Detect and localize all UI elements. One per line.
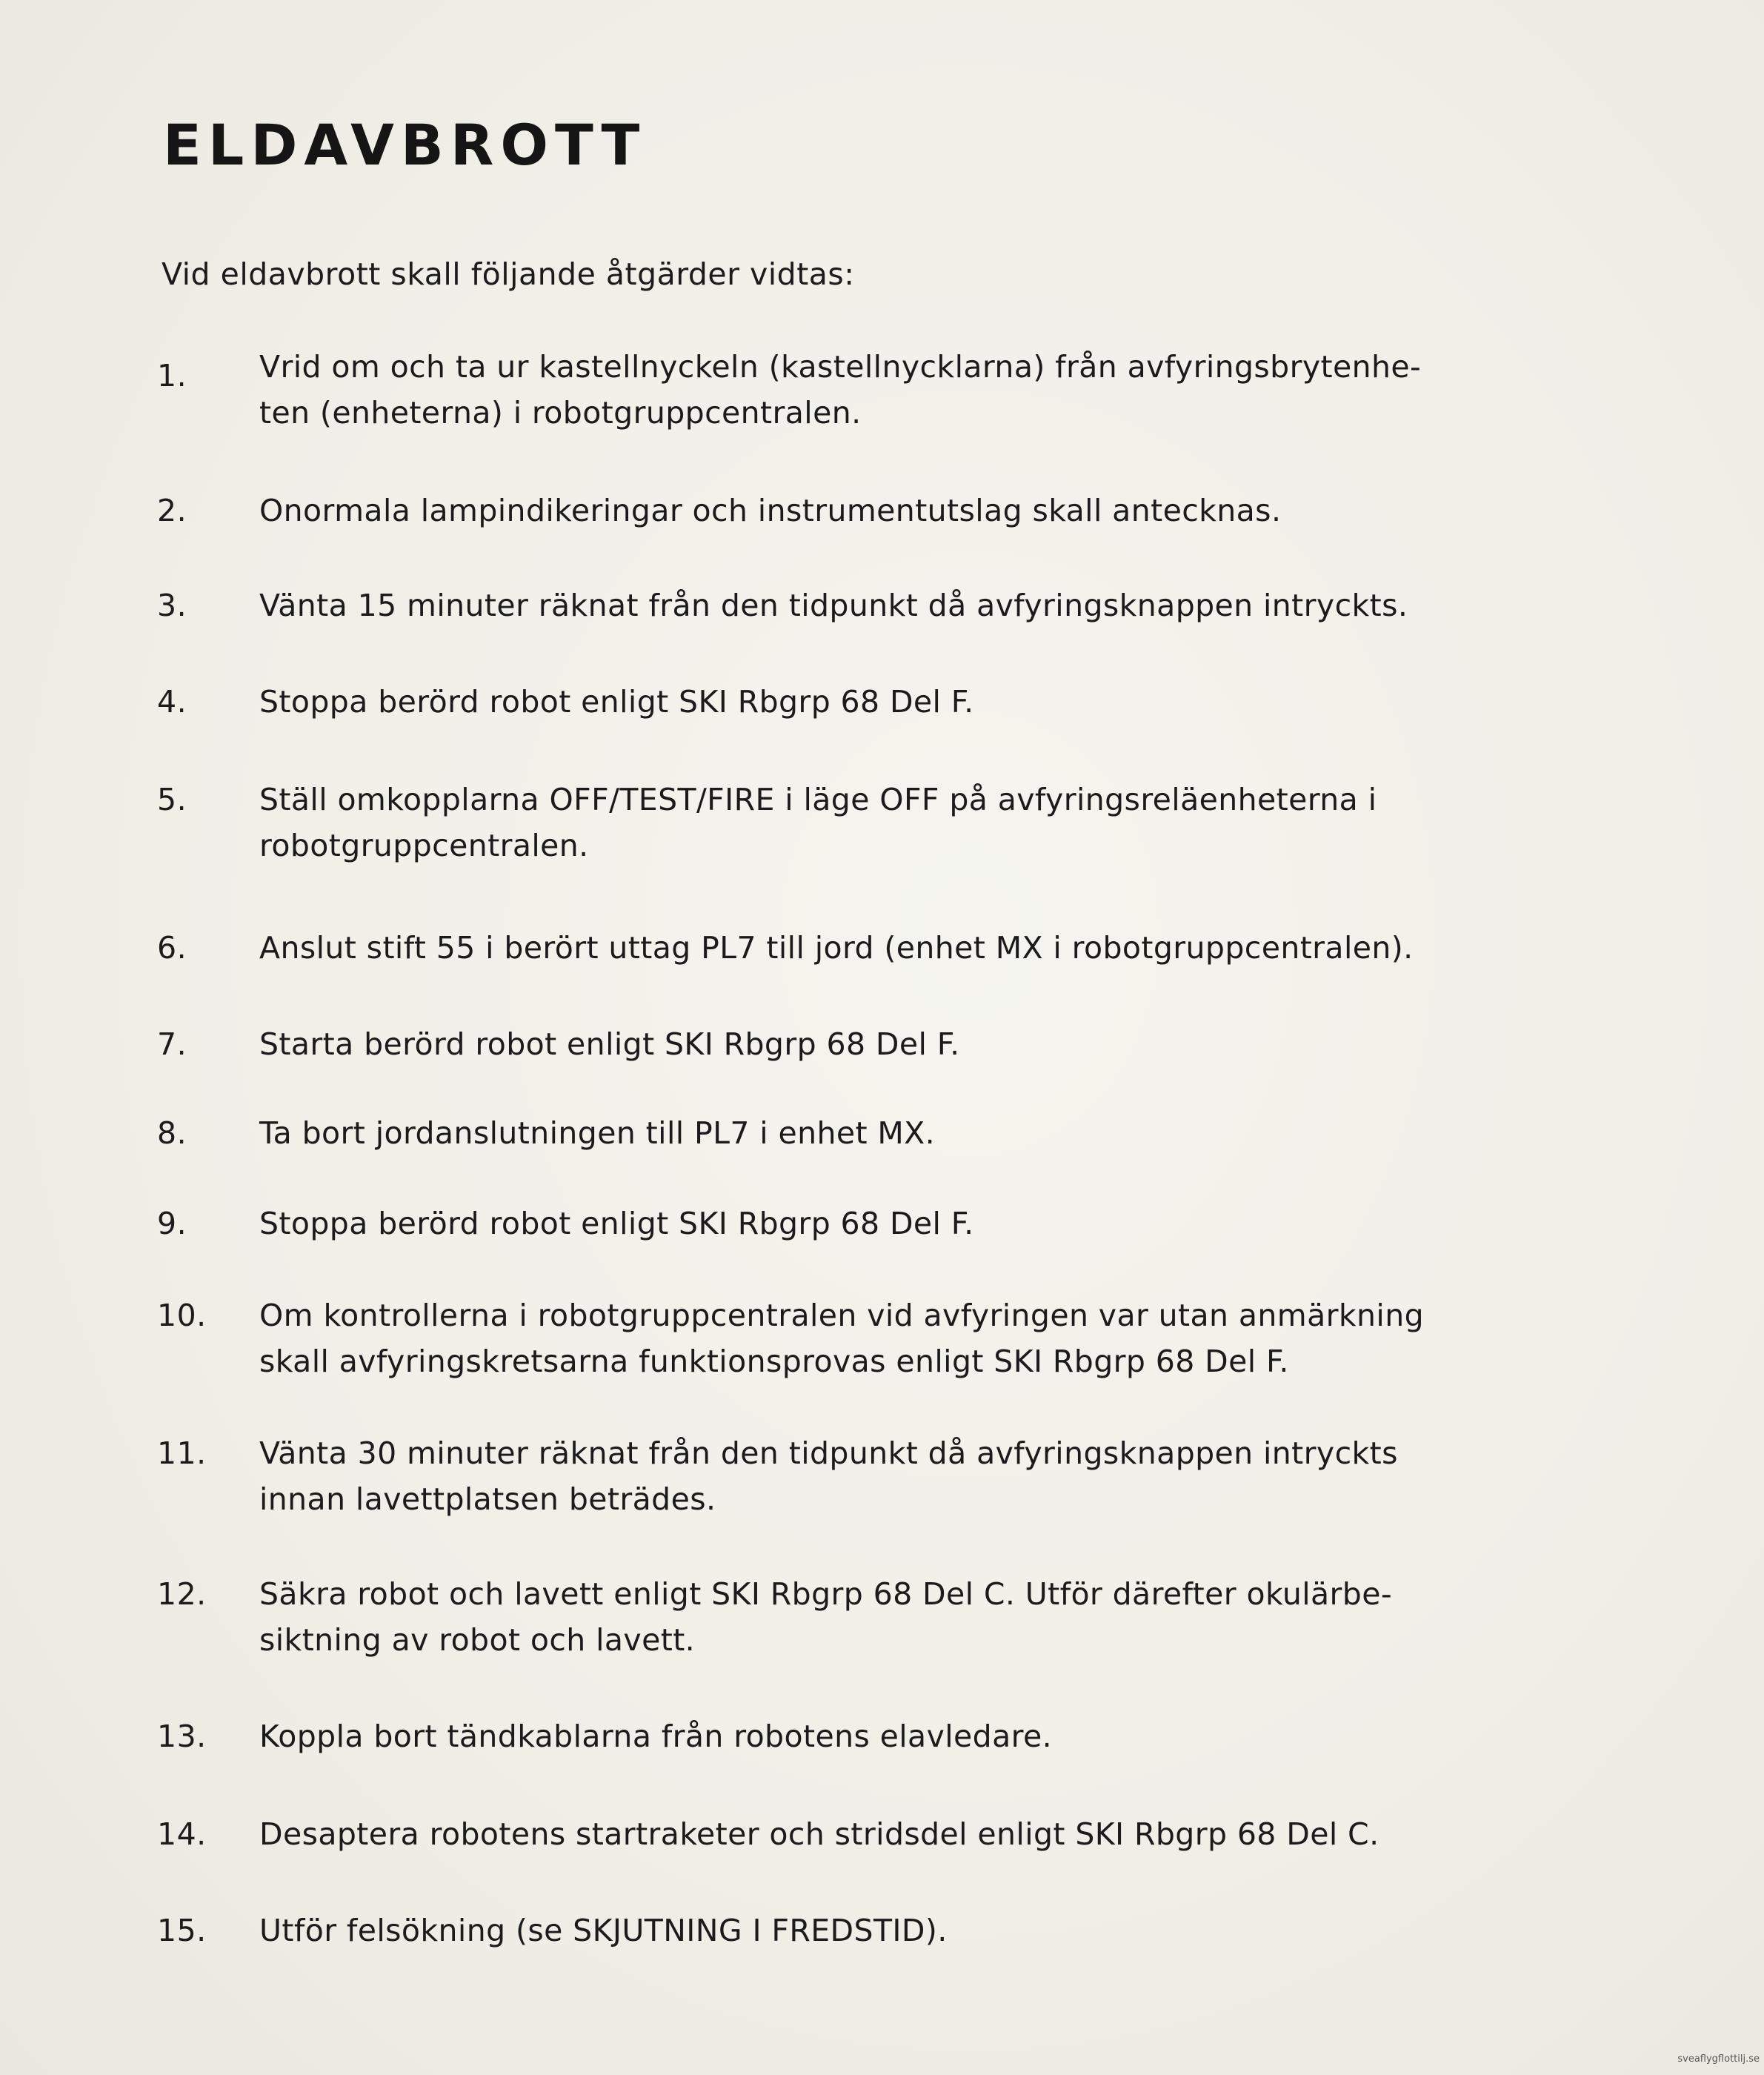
- item-line: siktning av robot och lavett.: [259, 1622, 696, 1658]
- item-line: Stoppa berörd robot enligt SKI Rbgrp 68 Del F.: [259, 1206, 974, 1241]
- item-number: 11.: [157, 1435, 207, 1471]
- item-line: ten (enheterna) i robotgruppcentralen.: [259, 395, 862, 431]
- item-text: [259, 925, 1630, 971]
- item-text: [259, 1110, 1630, 1156]
- item-line: skall avfyringskretsarna funktionsprovas enligt SKI Rbgrp 68 Del F.: [259, 1344, 1289, 1379]
- item-number: 5.: [157, 782, 187, 817]
- item-number: 8.: [157, 1115, 187, 1151]
- item-line: Vänta 15 minuter räknat från den tidpunkt då avfyringsknappen intryckts.: [259, 588, 1408, 623]
- item-line: Ta bort jordanslutningen till PL7 i enhet MX.: [259, 1115, 936, 1151]
- item-text: [259, 1201, 1630, 1246]
- item-number: 14.: [157, 1816, 207, 1852]
- item-text: [259, 777, 1630, 869]
- item-number: 3.: [157, 588, 187, 623]
- item-number: 4.: [157, 684, 187, 720]
- item-text: [259, 1571, 1630, 1663]
- item-line: Ställ omkopplarna OFF/TEST/FIRE i läge OFF på avfyringsreläenheterna i: [259, 782, 1377, 817]
- item-number: 10.: [157, 1298, 207, 1333]
- item-number: 1.: [157, 358, 187, 394]
- item-number: 7.: [157, 1026, 187, 1062]
- item-text: [259, 1811, 1630, 1857]
- item-text: [259, 1430, 1630, 1522]
- item-line: Starta berörd robot enligt SKI Rbgrp 68 Del F.: [259, 1026, 960, 1062]
- item-line: Koppla bort tändkablarna från robotens elavledare.: [259, 1719, 1053, 1754]
- item-text: [259, 1292, 1630, 1384]
- item-line: Onormala lampindikeringar och instrumentutslag skall antecknas.: [259, 493, 1282, 528]
- item-number: 15.: [157, 1913, 207, 1948]
- item-text: [259, 1713, 1630, 1759]
- item-line: Vrid om och ta ur kastellnyckeln (kastellnycklarna) från avfyringsbrytenhe-: [259, 349, 1422, 385]
- item-text: [259, 582, 1630, 628]
- item-line: Utför felsökning (se SKJUTNING I FREDSTID).: [259, 1913, 948, 1948]
- watermark-text: sveaflygflottilj.se: [1677, 2054, 1760, 2065]
- item-line: robotgruppcentralen.: [259, 828, 589, 863]
- page-title: ELDAVBROTT: [163, 112, 647, 178]
- item-number: 6.: [157, 930, 187, 966]
- item-line: innan lavettplatsen beträdes.: [259, 1481, 716, 1517]
- item-text: [259, 679, 1630, 725]
- intro-text: Vid eldavbrott skall följande åtgärder vidtas:: [162, 256, 855, 292]
- item-line: Vänta 30 minuter räknat från den tidpunkt då avfyringsknappen intryckts: [259, 1435, 1398, 1471]
- item-line: Om kontrollerna i robotgruppcentralen vid avfyringen var utan anmärkning: [259, 1298, 1425, 1333]
- item-text: [259, 488, 1630, 534]
- item-text: [259, 344, 1630, 436]
- item-line: Stoppa berörd robot enligt SKI Rbgrp 68 Del F.: [259, 684, 974, 720]
- item-number: 13.: [157, 1719, 207, 1754]
- item-number: 12.: [157, 1576, 207, 1612]
- item-text: [259, 1908, 1630, 1953]
- item-line: Desaptera robotens startraketer och stridsdel enligt SKI Rbgrp 68 Del C.: [259, 1816, 1379, 1852]
- item-text: [259, 1021, 1630, 1067]
- item-number: 2.: [157, 493, 187, 528]
- item-number: 9.: [157, 1206, 187, 1241]
- item-line: Säkra robot och lavett enligt SKI Rbgrp 68 Del C. Utför därefter okulärbe-: [259, 1576, 1393, 1612]
- item-line: Anslut stift 55 i berört uttag PL7 till jord (enhet MX i robotgruppcentralen).: [259, 930, 1414, 966]
